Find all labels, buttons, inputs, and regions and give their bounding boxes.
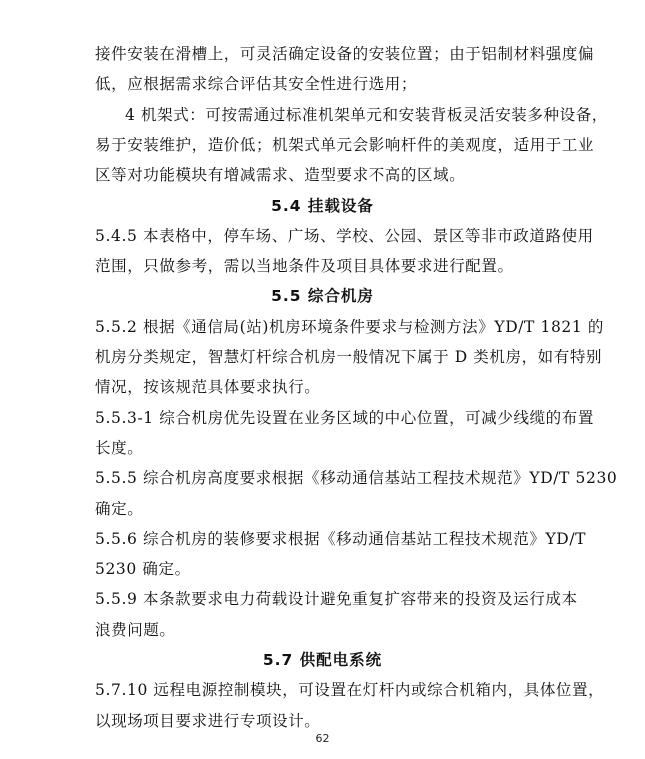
text-line: 5.5.2 根据《通信局(站)机房环境条件要求与检测方法》YD/T 1821 的 xyxy=(95,318,604,336)
text-line: 4 机架式：可按需通过标准机架单元和安装背板灵活安装多种设备， xyxy=(125,106,608,124)
section-heading-5-7: 5.7 供配电系统 xyxy=(262,651,383,669)
text-line: 确定。 xyxy=(95,500,144,518)
text-line: 接件安装在滑槽上，可灵活确定设备的安装位置；由于铝制材料强度偏 xyxy=(95,45,595,63)
text-line: 范围，只做参考，需以当地条件及项目具体要求进行配置。 xyxy=(95,257,514,275)
text-line: 5.5.3-1 综合机房优先设置在业务区域的中心位置，可减少线缆的布置 xyxy=(95,409,594,427)
text-line: 5230 确定。 xyxy=(95,560,191,578)
text-line: 机房分类规定，智慧灯杆综合机房一般情况下属于 D 类机房，如有特别 xyxy=(95,348,603,366)
text-line: 5.4.5 本表格中，停车场、广场、学校、公园、景区等非市政道路使用 xyxy=(95,227,594,245)
text-line: 5.7.10 远程电源控制模块，可设置在灯杆内或综合机箱内，具体位置， xyxy=(95,681,605,699)
text-line: 区等对功能模块有增减需求、造型要求不高的区域。 xyxy=(95,166,466,184)
section-heading-5-4: 5.4 挂载设备 xyxy=(271,197,374,215)
text-line: 浪费问题。 xyxy=(95,621,176,639)
text-line: 长度。 xyxy=(95,439,144,457)
text-line: 以现场项目要求进行专项设计。 xyxy=(95,712,321,730)
text-line: 5.5.5 综合机房高度要求根据《移动通信基站工程技术规范》YD/T 5230 xyxy=(95,469,618,487)
text-line: 低，应根据需求综合评估其安全性进行选用； xyxy=(95,75,418,93)
text-line: 易于安装维护，造价低；机架式单元会影响杆件的美观度，适用于工业 xyxy=(95,136,595,154)
section-heading-5-5: 5.5 综合机房 xyxy=(271,287,374,305)
text-line: 5.5.9 本条款要求电力荷载设计避免重复扩容带来的投资及运行成本 xyxy=(95,590,578,608)
text-line: 5.5.6 综合机房的装修要求根据《移动通信基站工程技术规范》YD/T xyxy=(95,530,587,548)
page-number: 62 xyxy=(315,732,330,745)
text-line: 情况，按该规范具体要求执行。 xyxy=(95,378,321,396)
